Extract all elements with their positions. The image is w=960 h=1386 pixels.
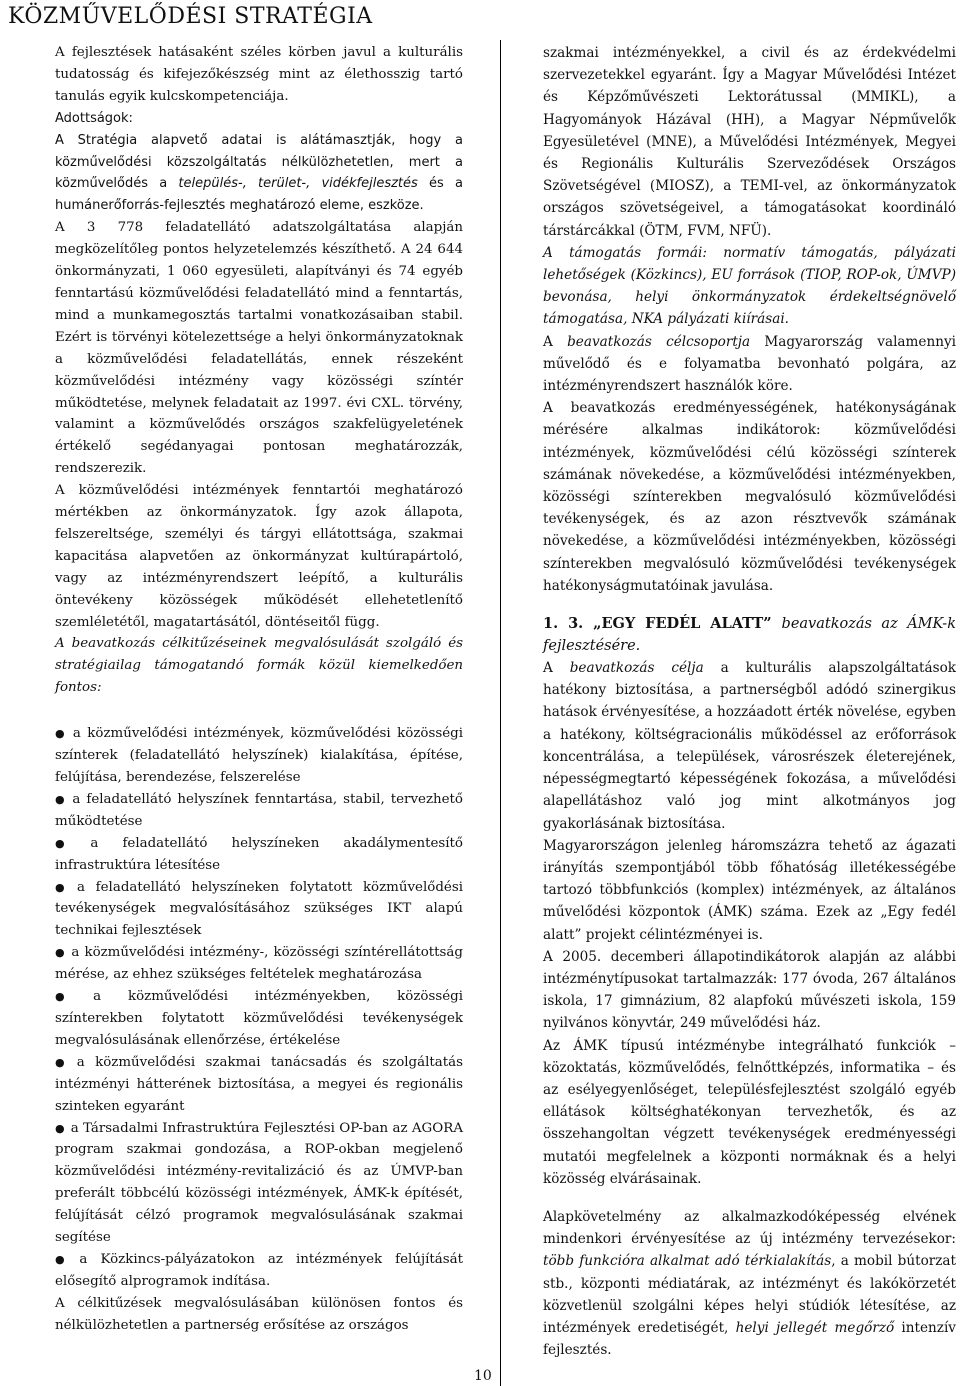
indicators-paragraph: A beavatkozás eredményességének, hatékonyságának mérésére alkalmas indikátorok: közművelődési intézmények, közművelődési célú közösségi színterek számának növekedése, a közművelődési intézményekben, közösségi színterekben megvalósuló közművelődési tevékenységek, és az azon résztvevők számának növekedése, a közművelődési intézményekben, közösségi színterekben megvalósuló közművelődési tevékenységek hatékonyságmutatóinak javulása.: [543, 400, 956, 594]
list-item-text: a Társadalmi Infrastruktúra Fejlesztési OP-ban az AGORA program szakmai gondozása, a ROP-okban megjelenő közművelődési intézmény-revitalizáció és az ÚMVP-ban preferált többcélú közösségi intézmények, ÁMK-k építését, felújítását célzó programok megvalósulásának szakmai segítése: [55, 1120, 463, 1246]
bullet-icon: ●: [55, 990, 88, 1004]
bullet-icon: ●: [55, 836, 85, 850]
bullet-icon: ●: [55, 880, 72, 894]
goal-text-a: A: [543, 660, 570, 677]
page-title: KÖZMŰVELŐDÉSI STRATÉGIA: [8, 4, 373, 29]
list-item: [55, 833, 463, 877]
maintainers-paragraph: A közművelődési intézmények fenntartói meghatározó mértékben az önkormányzatok. Így azok állapota, felszereltsége, személyi és tárgyi ellátottsága, szakmai kapacitása alapvetően az önkormányzat kultúrapártoló, vagy az intézményrendszert leépítő, a kulturális öntevékeny közösségek működését ellehetetlenítő szemléletétől, magatartásától, döntéseitől függ.: [55, 483, 463, 630]
section-heading-subtitle: beavatkozás az ÁMK-k fejlesztésére.: [543, 616, 956, 655]
list-item: [55, 986, 463, 1052]
strategy-paragraph: [55, 130, 463, 218]
list-item-text: a közművelődési intézmény-, közösségi színtérellátottság mérése, az ehhez szükséges feltételek meghatározása: [55, 945, 463, 983]
bullet-icon: ●: [55, 946, 66, 960]
adottsagok-label: Adottságok:: [55, 110, 133, 126]
list-item: [55, 723, 463, 789]
list-item-text: a feladatellátó helyszíneken folytatott közművelődési tevékenységek megvalósításához szükséges IKT alapú technikai fejlesztések: [55, 879, 463, 939]
requirements-text-a: Alapkövetelmény az alkalmazkodóképesség elvének mindenkori érvényesítése az új intézmény tervezésekor:: [543, 1208, 956, 1248]
goal-emphasis: beavatkozás célja: [569, 660, 704, 677]
section-heading-title: 1. 3. „EGY FEDÉL ALATT”: [543, 615, 772, 633]
intervention-forms-text: A beavatkozás célkitűzéseinek megvalósulását szolgáló és stratégiailag támogatandó formák közül kiemelkedően fontos:: [55, 636, 463, 696]
support-forms-text: A támogatás formái: normatív támogatás, pályázati lehetőségek (Közkincs), EU források (TIOP, ROP-ok, ÚMVP) bevonása, helyi önkormányzatok érdekeltségnövelő támogatása, NKA pályázati kiírásai.: [543, 244, 956, 328]
institution-types-paragraph: A 2005. decemberi állapotindikátorok alapján az alábbi intézménytípusokat tartalmazzák: 177 óvoda, 267 általános iskola, 17 gimnázium, 82 alapfokú művészeti iskola, 159 nyilvános könyvtár, 249 művelődési ház.: [543, 948, 956, 1032]
right-column: [543, 42, 956, 1361]
list-item: [55, 1249, 463, 1293]
column-divider: [500, 40, 501, 1386]
list-item-text: a közművelődési intézmények, közművelődési közösségi színterek (feladatellátó helyszínek) kialakítása, építése, felújítása, berendezése, felszerelése: [55, 726, 463, 785]
bullet-icon: ●: [55, 1055, 71, 1069]
partnership-paragraph: A célkitűzések megvalósulásában különösen fontos és nélkülözhetetlen a partnerség erősítése az országos: [55, 1295, 463, 1333]
list-item: [55, 1118, 463, 1249]
partners-paragraph: szakmai intézményekkel, a civil és az érdekvédelmi szervezetekkel egyaránt. Így a Magyar Művelődési Intézet és Képzőművészeti Lektorátussal (MMIKL), a Hagyományok Házával (HH), a Magyar Népművelők Egyesületével (MNE), a Művelődési Intézmények, Megyei és Regionális Kulturális Szerveződések Országos Szövetségével (MIOSZ), a TEMI-vel, az önkormányzatok országos szövetségeivel, a támogatásokat koordináló társtárcákkal (ÖTM, FVM, NFÜ).: [543, 45, 956, 239]
strategy-emphasis: település-, terület-, vidékfejlesztés: [178, 176, 418, 192]
bullet-icon: ●: [55, 727, 67, 741]
strategy-text-b: és a humánerőforrás-fejlesztés meghatározó eleme, eszköze.: [55, 176, 463, 214]
target-group-emphasis: beavatkozás célcsoportja: [567, 333, 751, 350]
intro-paragraph: A fejlesztések hatásaként széles körben javul a kulturális tudatosság és kifejezőkészség mint az élethosszig tartó tanulás egyik kulcskompetenciája.: [55, 45, 463, 104]
list-item-text: a Közkincs-pályázatokon az intézmények felújítását elősegítő alprogramok indítása.: [55, 1251, 463, 1289]
goal-text-b: a kulturális alapszolgáltatások hatékony biztosítása, a partnerségből adódó szinergikus hatások érvényesítése, a hozzáadott érték növelése, egyben a hatékony, költségracionális működéssel az erőforrások koncentrálása, a települések, városrészek életerejének, népességmegtartó képességének fokozása, a művelődési alapellátáshoz való jog mint alkotmányos jog gyakorlásának biztosítása.: [543, 660, 957, 832]
requirements-paragraph: [543, 1206, 956, 1361]
requirements-emphasis-b: helyi jellegét megőrző: [735, 1319, 895, 1336]
strategy-text-a: A Stratégia alapvető adatai is alátámasztják, hogy a közművelődési közszolgáltatás nélkülözhetetlen, mert a közművelődés a: [55, 132, 463, 192]
forms-bullet-list: [55, 723, 463, 1293]
intervention-forms-heading: [55, 633, 463, 699]
left-column: [55, 42, 463, 1337]
page-number: 10: [474, 1368, 492, 1384]
list-item: [55, 942, 463, 986]
amk-count-paragraph: Magyarországon jelenleg háromszázra tehető az ágazati irányítás szempontjából több főhatóság illetékességébe tartozó többfunkciós (komplex) intézmények, az általános művelődési központok (ÁMK) száma. Ezek az „Egy fedél alatt” projekt célintézményei is.: [543, 837, 956, 943]
list-item: [55, 789, 463, 833]
list-item-text: a közművelődési szakmai tanácsadás és szolgáltatás intézményi hátterének biztosítása, a megyei és regionális szinteken egyaránt: [55, 1054, 463, 1114]
target-group-text-b: Magyarország valamennyi művelődő és e folyamatba bevonható polgára, az intézményrendszert használók köre.: [543, 333, 957, 395]
list-item-text: a feladatellátó helyszínek fenntartása, stabil, tervezhető működtetése: [55, 791, 463, 829]
list-item-text: a feladatellátó helyszíneken akadálymentesítő infrastruktúra létesítése: [55, 835, 463, 873]
requirements-emphasis-a: több funkcióra alkalmat adó térkialakítás: [543, 1253, 832, 1270]
support-forms-paragraph: [543, 242, 956, 331]
list-item-text: a közművelődési intézményekben, közösségi színterekben folytatott közművelődési tevékenységek megvalósulásának ellenőrzése, értékelése: [55, 989, 463, 1048]
bullet-icon: ●: [55, 1252, 74, 1266]
requirements-text-b: , a mobil bútorzat stb., központi médiatárak, az intézményt és lakókörzetét közvetlenül szolgálni képes helyi stúdiók létesítése, az intézmények eredetiségét,: [543, 1253, 956, 1336]
bullet-icon: ●: [55, 792, 67, 806]
target-group-paragraph: [543, 331, 956, 398]
goal-paragraph: [543, 657, 956, 835]
bullet-icon: ●: [55, 1121, 65, 1135]
list-item: [55, 877, 463, 943]
list-item: [55, 1052, 463, 1118]
section-heading: [543, 613, 956, 657]
statistics-paragraph: A 3 778 feladatellátó adatszolgáltatása alapján megközelítőleg pontos helyzetelemzés készíthető. A 24 644 önkormányzati, 1 060 egyesületi, alapítványi és 74 egyéb fenntartású közművelődési feladatellátó mind a fenntartás, mind a munkamegosztás tartalmi vonatkozásaiban stabil. Ezért is törvényi kötelezettsége a helyi önkormányzatoknak a közművelődési feladatellátás, ennek részeként közművelődési intézmény vagy közösségi színtér működtetése, melynek feladatait az 1997. évi CXL. törvény, valamint a közművelődés országos szakfelügyeletének értékelő segédanyagai pontosan meghatározzák, rendszerezik.: [55, 220, 463, 477]
functions-paragraph: Az ÁMK típusú intézménybe integrálható funkciók – közoktatás, közművelődés, felnőttképzés, informatika – és az esélyegyenlőséget, településfejlesztést szolgáló egyéb ellátások költséghatékonyan tervezhetők, és az összehangoltan végzett tevékenységek eredményességi mutatói megfelelnek a központi normáknak és a helyi közösség elvárásainak.: [543, 1037, 956, 1187]
requirements-text-c: intenzív fejlesztés.: [543, 1319, 956, 1359]
target-group-text-a: A: [543, 333, 568, 350]
